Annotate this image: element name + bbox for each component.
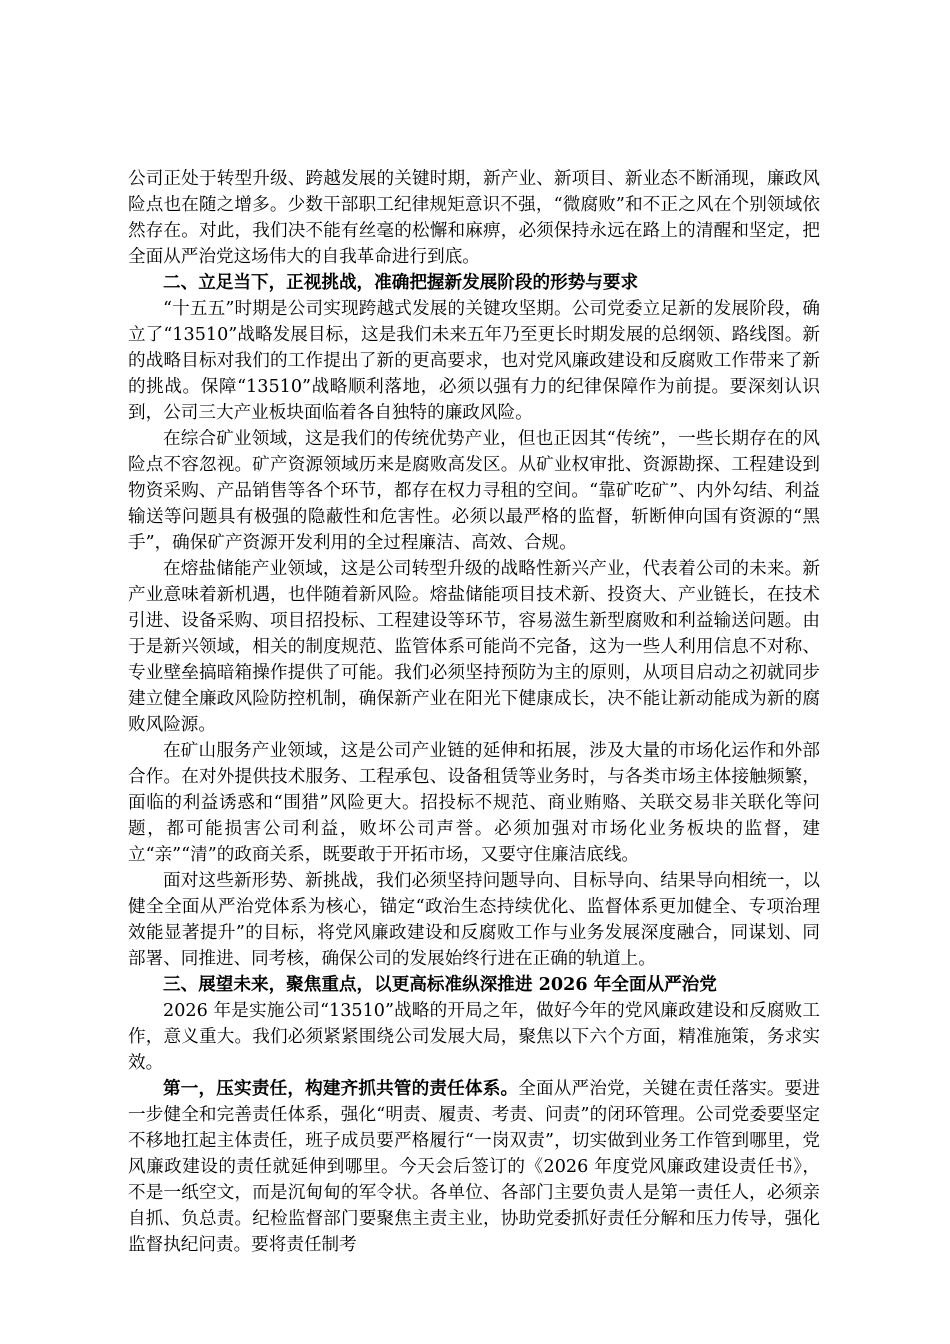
section-heading: 二、立足当下，正视挑战，准确把握新发展阶段的形势与要求 xyxy=(163,272,639,293)
document-body xyxy=(128,166,820,1258)
section-heading: 三、展望未来，聚焦重点，以更高标准纵深推进 2026 年全面从严治党 xyxy=(163,974,717,995)
paragraph-lead-bold: 第一，压实责任，构建齐抓共管的责任体系。 xyxy=(163,1078,519,1099)
paragraph: 在综合矿业领域，这是我们的传统优势产业，但也正因其“传统”，一些长期存在的风险点不容忽视。矿产资源领域历来是腐败高发区。从矿业权审批、资源勘探、工程建设到物资采购、产品销售等各个环节，都存在权力寻租的空间。“靠矿吃矿”、内外勾结、利益输送等问题具有极强的隐蔽性和危害性。必须以最严格的监督，斩断伸向国有资源的“黑手”，确保矿产资源开发利用的全过程廉洁、高效、合规。 xyxy=(128,429,820,553)
paragraph: 面对这些新形势、新挑战，我们必须坚持问题导向、目标导向、结果导向相统一，以健全全面从严治党体系为核心，锚定“政治生态持续优化、监督体系更加健全、专项治理效能显著提升”的目标，将党风廉政建设和反腐败工作与业务发展深度融合，同谋划、同部署、同推进、同考核，确保公司的发展始终行进在正确的轨道上。 xyxy=(128,871,820,969)
paragraph: 2026 年是实施公司“13510”战略的开局之年，做好今年的党风廉政建设和反腐败工作，意义重大。我们必须紧紧围绕公司发展大局，聚焦以下六个方面，精准施策，务求实效。 xyxy=(128,1001,820,1073)
paragraph: 在矿山服务产业领域，这是公司产业链的延伸和拓展，涉及大量的市场化运作和外部合作。在对外提供技术服务、工程承包、设备租赁等业务时，与各类市场主体接触频繁，面临的利益诱惑和“围猎”风险更大。招投标不规范、商业贿赂、关联交易非关联化等问题，都可能损害公司利益，败坏公司声誉。必须加强对市场化业务板块的监督，建立“亲”“清”的政商关系，既要敢于开拓市场，又要守住廉洁底线。 xyxy=(128,741,820,865)
paragraph: 在熔盐储能产业领域，这是公司转型升级的战略性新兴产业，代表着公司的未来。新产业意味着新机遇，也伴随着新风险。熔盐储能项目技术新、投资大、产业链长，在技术引进、设备采购、项目招投标、工程建设等环节，容易滋生新型腐败和利益输送问题。由于是新兴领域，相关的制度规范、监管体系可能尚不完备，这为一些人利用信息不对称、专业壁垒搞暗箱操作提供了可能。我们必须坚持预防为主的原则，从项目启动之初就同步建立健全廉政风险防控机制，确保新产业在阳光下健康成长，决不能让新动能成为新的腐败风险源。 xyxy=(128,559,820,735)
paragraph-text: 全面从严治党，关键在责任落实。要进一步健全和完善责任体系，强化“明责、履责、考责、问责”的闭环管理。公司党委要坚定不移地扛起主体责任，班子成员要严格履行“一岗双责”，切实做到业务工作管到哪里，党风廉政建设的责任就延伸到哪里。今天会后签订的《2026 年度党风廉政建设责任书》，不是一纸空文，而是沉甸甸的军令状。各单位、各部门主要负责人是第一责任人，必须亲自抓、负总责。纪检监督部门要聚焦主责主业，协助党委抓好责任分解和压力传导，强化监督执纪问责。要将责任制考 xyxy=(128,1079,820,1255)
paragraph xyxy=(128,1076,820,1258)
paragraph: “十五五”时期是公司实现跨越式发展的关键攻坚期。公司党委立足新的发展阶段，确立了“13510”战略发展目标，这是我们未来五年乃至更长时期发展的总纲领、路线图。新的战略目标对我们的工作提出了新的更高要求，也对党风廉政建设和反腐败工作带来了新的挑战。保障“13510”战略顺利落地，必须以强有力的纪律保障作为前提。要深刻认识到，公司三大产业板块面临着各自独特的廉政风险。 xyxy=(128,299,820,423)
paragraph: 公司正处于转型升级、跨越发展的关键时期，新产业、新项目、新业态不断涌现，廉政风险点也在随之增多。少数干部职工纪律规矩意识不强，“微腐败”和不正之风在个别领域依然存在。对此，我们决不能有丝毫的松懈和麻痹，必须保持永远在路上的清醒和坚定，把全面从严治党这场伟大的自我革命进行到底。 xyxy=(128,169,820,267)
